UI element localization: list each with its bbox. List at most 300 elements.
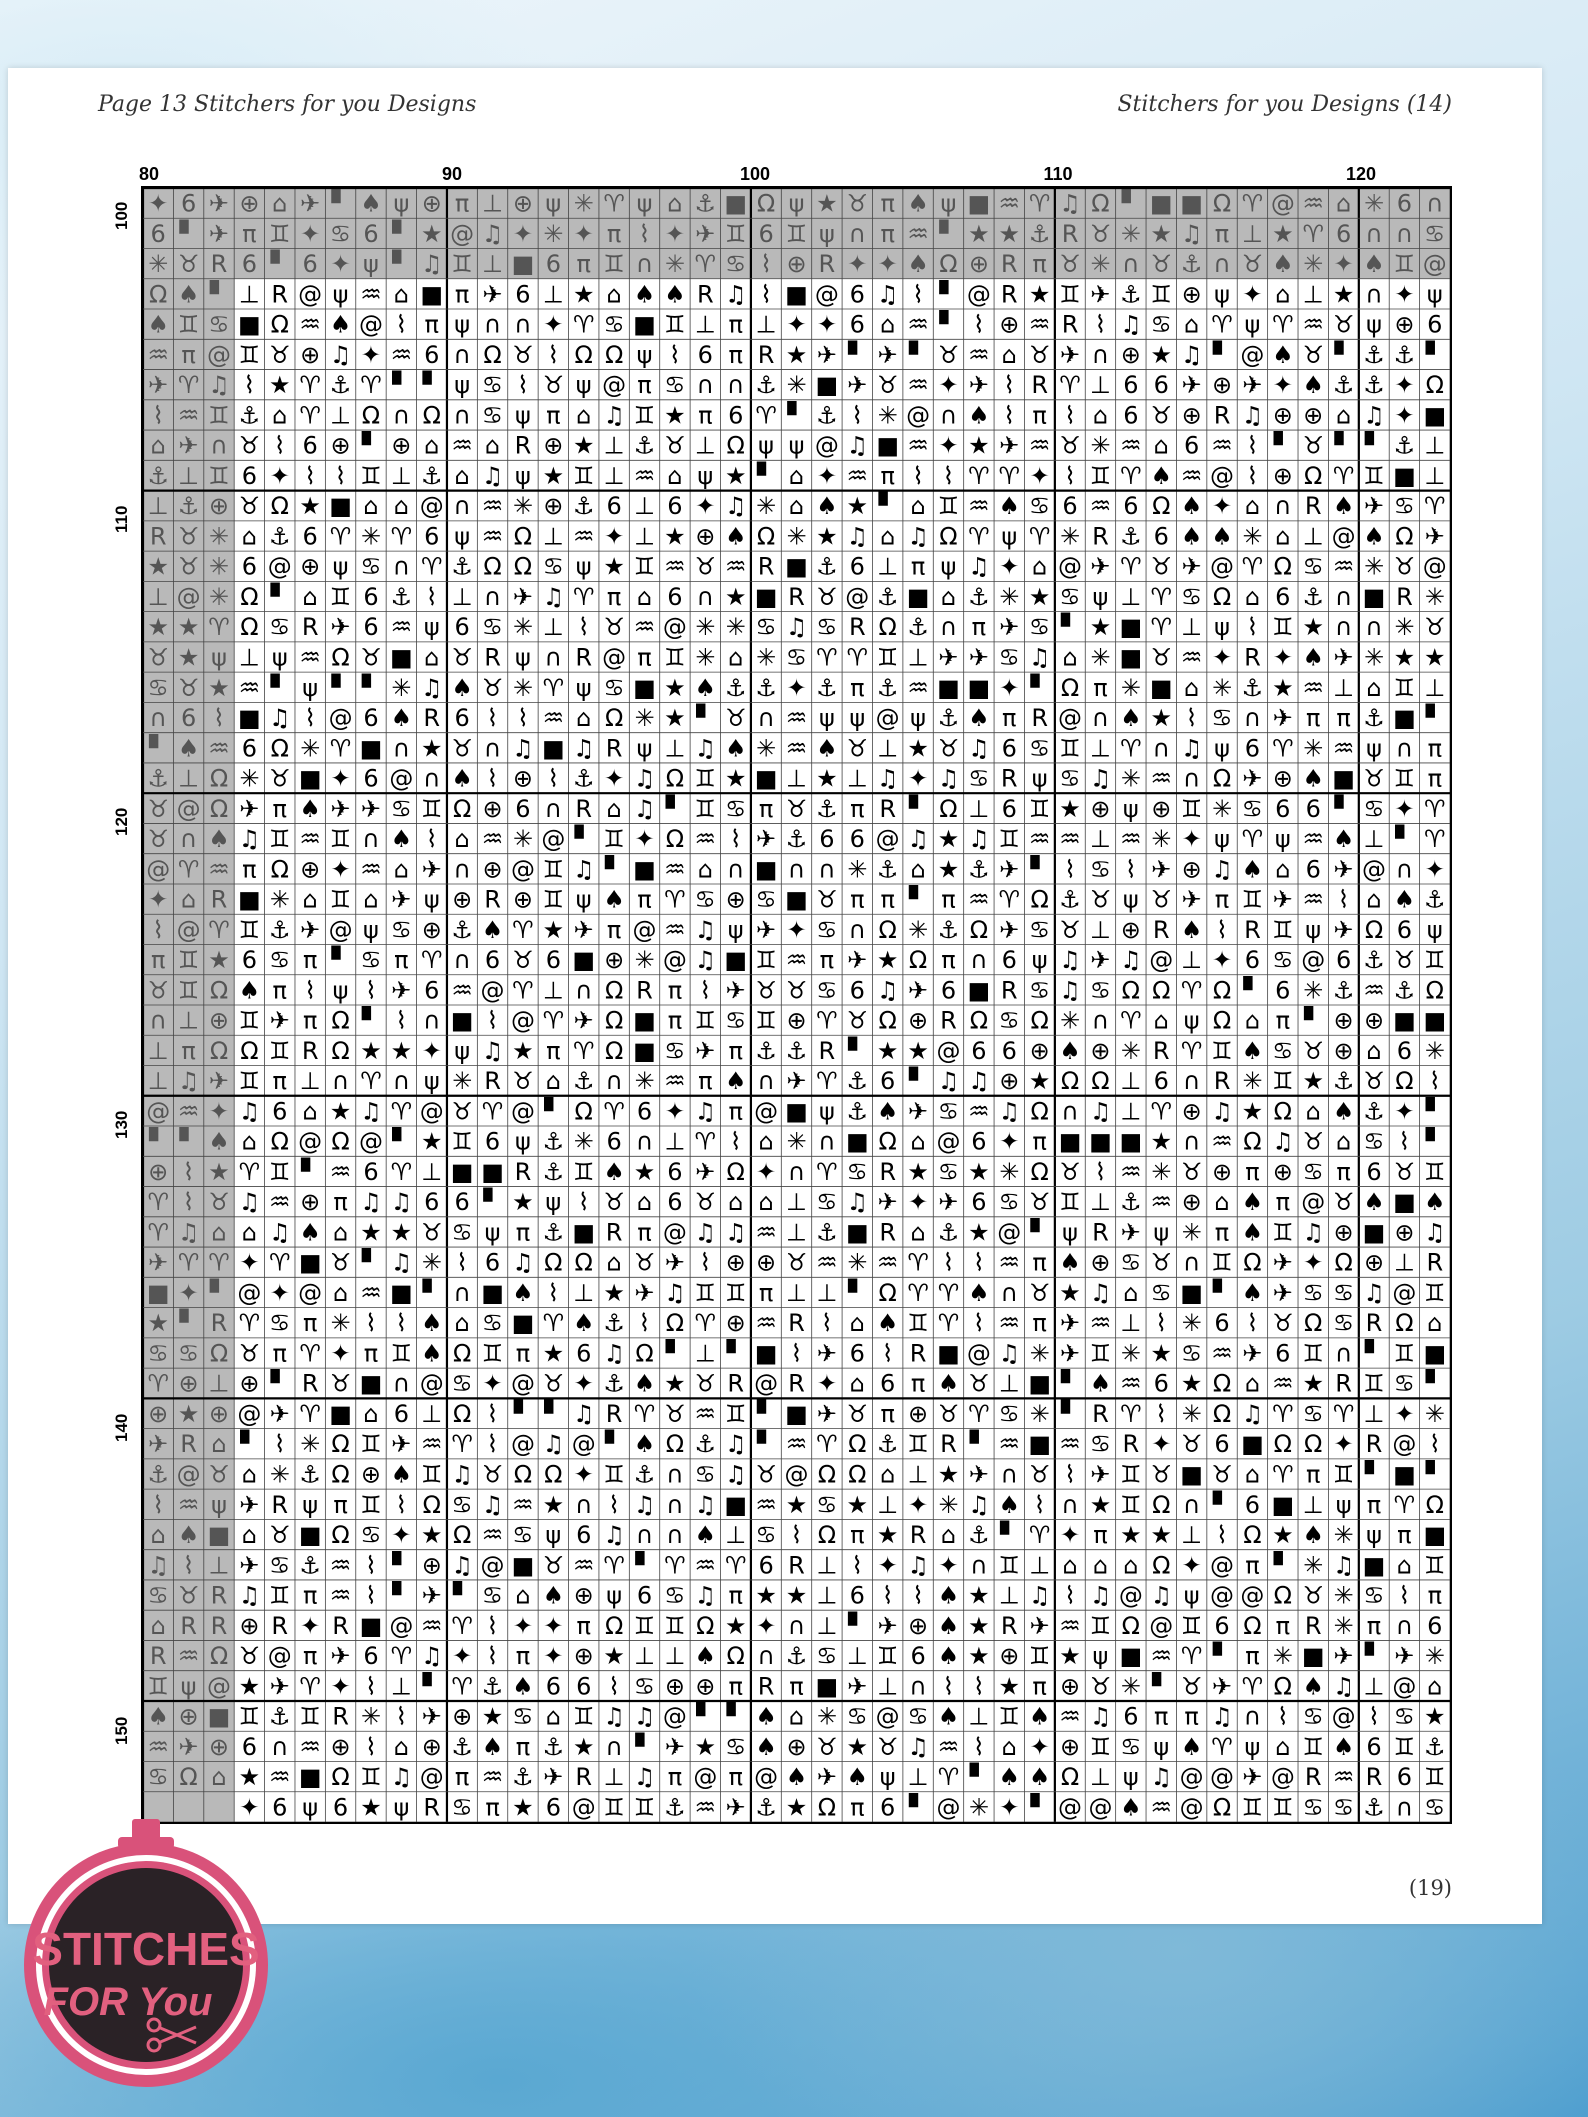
stitch-symbol: Ω — [1060, 1067, 1080, 1096]
stitch-symbol: ⚓ — [269, 1702, 291, 1731]
stitch-symbol: ♉ — [1424, 613, 1446, 642]
stitch-symbol: ♒ — [1028, 310, 1051, 339]
stitch-symbol: ✳ — [1151, 825, 1172, 854]
stitch-symbol: ♉ — [147, 976, 169, 1005]
stitch-symbol: ♒ — [724, 552, 747, 581]
stitch-symbol: ⌇ — [1033, 1490, 1046, 1519]
stitches-for-you-logo — [8, 1815, 284, 2091]
stitch-symbol: ♠ — [177, 734, 200, 763]
stitch-symbol: Ω — [1060, 673, 1080, 702]
stitch-symbol: ✈ — [239, 794, 260, 823]
stitch-symbol: ⌇ — [1064, 855, 1076, 884]
stitch-symbol: ⊥ — [299, 1067, 321, 1096]
row-number: 120 — [112, 807, 131, 836]
stitch-symbol: ✦ — [482, 1369, 503, 1398]
stitch-symbol: ♋ — [816, 1490, 838, 1519]
stitch-symbol: ♊ — [360, 461, 382, 490]
stitch-symbol: ♒ — [998, 1309, 1021, 1338]
stitch-symbol: Ω — [969, 915, 989, 944]
stitch-symbol: ✳ — [512, 825, 533, 854]
stitch-symbol: ♒ — [1059, 1611, 1081, 1640]
stitch-symbol: ♒ — [360, 855, 382, 884]
stitch-symbol: ⊥ — [147, 582, 169, 611]
stitch-symbol: ★ — [998, 219, 1021, 248]
stitch-symbol: ♫ — [208, 371, 230, 400]
stitch-symbol: ⊥ — [1090, 734, 1111, 763]
stitch-symbol: ⌂ — [272, 401, 288, 430]
stitch-symbol: ★ — [1028, 582, 1051, 611]
stitch-symbol: @ — [966, 280, 991, 309]
stitch-symbol: ∩ — [1365, 613, 1383, 642]
stitch-symbol: π — [454, 1763, 470, 1792]
stitch-symbol: ∩ — [666, 1490, 684, 1519]
stitch-symbol: ⊕ — [725, 1248, 746, 1277]
stitch-symbol: ♫ — [481, 1036, 504, 1065]
stitch-symbol: ♠ — [1363, 250, 1385, 279]
stitch-symbol: ♊ — [451, 1127, 473, 1156]
stitch-symbol: ♠ — [876, 1097, 899, 1126]
stitch-symbol: ♊ — [664, 310, 686, 339]
stitch-symbol: ✦ — [1211, 946, 1233, 975]
stitch-symbol: R — [909, 1339, 927, 1368]
stitch-symbol: ✈ — [877, 1611, 898, 1640]
stitch-symbol: π — [302, 946, 318, 975]
stitch-symbol: @ — [510, 855, 535, 884]
stitch-symbol: ♒ — [1211, 431, 1233, 460]
stitch-symbol: ψ — [1214, 613, 1230, 642]
stitch-symbol: ♒ — [177, 1642, 200, 1671]
stitch-symbol: ∩ — [544, 643, 563, 672]
stitch-symbol: ⊕ — [543, 492, 564, 521]
stitch-symbol: ⊥ — [451, 582, 473, 611]
stitch-symbol: ✦ — [816, 1369, 837, 1398]
stitch-symbol: ♋ — [816, 1188, 838, 1217]
stitch-symbol: R — [575, 794, 593, 823]
stitch-symbol: R — [514, 1157, 532, 1186]
stitch-symbol: ♫ — [694, 946, 717, 975]
stitch-symbol: ♒ — [329, 1157, 352, 1186]
stitch-symbol: ★ — [816, 764, 838, 793]
stitch-symbol: ♠ — [512, 1672, 534, 1701]
stitch-symbol: 6 — [424, 340, 440, 369]
stitch-symbol: ψ — [788, 189, 805, 218]
stitch-symbol: ⊕ — [786, 250, 807, 279]
stitch-symbol: ⊕ — [1181, 1188, 1202, 1217]
stitch-symbol: ▘ — [300, 1157, 320, 1186]
stitch-symbol: ♉ — [1180, 1430, 1203, 1459]
stitch-symbol: ⌇ — [152, 915, 165, 944]
stitch-symbol: ♒ — [785, 1430, 808, 1459]
stitch-symbol: ♉ — [177, 1581, 200, 1610]
stitch-symbol: ✳ — [1120, 1036, 1141, 1065]
stitch-symbol: ▘ — [1273, 1551, 1293, 1580]
stitch-symbol: ■ — [1180, 1278, 1203, 1307]
stitch-symbol: π — [850, 794, 865, 823]
stitch-symbol: ♊ — [147, 1672, 169, 1701]
stitch-symbol: ⌇ — [912, 461, 924, 490]
stitch-symbol: π — [1032, 1127, 1047, 1156]
stitch-symbol: ⊥ — [634, 492, 655, 521]
stitch-symbol: ♒ — [177, 1097, 200, 1126]
stitch-symbol: ♉ — [1363, 764, 1385, 793]
stitch-symbol: ♉ — [1302, 340, 1324, 369]
stitch-symbol: ⌇ — [1003, 401, 1016, 430]
stitch-symbol: ♉ — [876, 1732, 899, 1761]
stitch-symbol: ♒ — [1120, 1369, 1142, 1398]
stitch-symbol: R — [575, 1763, 593, 1792]
stitch-symbol: ♈ — [420, 552, 443, 581]
stitch-symbol: 6 — [484, 1127, 501, 1156]
stitch-symbol: ⌇ — [608, 1672, 620, 1701]
stitch-symbol: ★ — [420, 1127, 443, 1156]
stitch-symbol: ✦ — [573, 219, 594, 248]
stitch-symbol: ✦ — [543, 1642, 564, 1671]
stitch-symbol: ♋ — [1089, 976, 1112, 1005]
stitch-symbol: ♈ — [360, 1067, 382, 1096]
stitch-symbol: ✈ — [421, 1702, 442, 1731]
stitch-symbol: ♫ — [542, 1430, 565, 1459]
stitch-symbol: ♉ — [1393, 552, 1416, 581]
stitch-symbol: ♒ — [572, 1551, 595, 1580]
stitch-symbol: ∩ — [270, 1732, 289, 1761]
stitch-symbol: ★ — [724, 461, 747, 490]
stitch-symbol: Ω — [513, 522, 533, 551]
stitch-symbol: ♠ — [1120, 1793, 1142, 1822]
stitch-symbol: ▘ — [756, 461, 776, 490]
stitch-symbol: ✦ — [1303, 1248, 1324, 1277]
stitch-symbol: 6 — [180, 189, 197, 218]
stitch-symbol: ⚓ — [785, 1036, 808, 1065]
stitch-symbol: ⚓ — [937, 1218, 960, 1247]
stitch-symbol: ♋ — [1363, 794, 1385, 823]
stitch-symbol: ▘ — [148, 1127, 168, 1156]
stitch-symbol: 6 — [302, 522, 318, 551]
stitch-symbol: ✳ — [1303, 250, 1324, 279]
stitch-symbol: ∩ — [392, 401, 411, 430]
stitch-symbol: ♒ — [208, 734, 230, 763]
stitch-symbol: ⊥ — [1393, 1248, 1415, 1277]
stitch-symbol: 6 — [484, 946, 501, 975]
stitch-symbol: ♒ — [968, 1097, 990, 1126]
stitch-symbol: ⚓ — [907, 613, 929, 642]
stitch-symbol: ✦ — [1060, 1521, 1081, 1550]
stitch-symbol: ⊕ — [148, 1399, 169, 1428]
stitch-symbol: ♊ — [907, 1430, 929, 1459]
stitch-symbol: π — [637, 643, 652, 672]
stitch-symbol: R — [210, 1309, 228, 1338]
stitch-symbol: ∩ — [970, 946, 988, 975]
stitch-symbol: ♒ — [329, 1581, 352, 1610]
stitch-symbol: 6 — [332, 1793, 349, 1822]
stitch-symbol: ✳ — [1394, 613, 1415, 642]
stitch-symbol: ⚓ — [1363, 1793, 1385, 1822]
stitch-symbol: ★ — [542, 915, 565, 944]
stitch-symbol: ♈ — [1120, 1006, 1142, 1035]
stitch-symbol: ♠ — [299, 1218, 321, 1247]
stitch-symbol: ✳ — [816, 1702, 837, 1731]
stitch-symbol: ⊥ — [786, 764, 807, 793]
stitch-symbol: ♠ — [147, 1702, 169, 1731]
stitch-symbol: Ω — [1243, 1521, 1262, 1550]
stitch-symbol: ✳ — [847, 1248, 868, 1277]
stitch-symbol: ⌇ — [912, 280, 924, 309]
stitch-symbol: π — [424, 310, 439, 339]
stitch-symbol: ⌇ — [365, 1732, 377, 1761]
stitch-symbol: ♠ — [968, 1278, 990, 1307]
stitch-symbol: ♈ — [1180, 1642, 1203, 1671]
stitch-symbol: @ — [480, 976, 505, 1005]
stitch-symbol: ♫ — [390, 1188, 413, 1217]
stitch-symbol: ♒ — [998, 189, 1021, 218]
stitch-symbol: ⌂ — [1001, 1732, 1017, 1761]
stitch-symbol: ⊕ — [725, 885, 746, 914]
stitch-symbol: ⊥ — [1363, 1672, 1385, 1701]
stitch-symbol: ∩ — [453, 855, 471, 884]
stitch-symbol: ♒ — [937, 1732, 960, 1761]
stitch-symbol: ♫ — [846, 1188, 869, 1217]
stitch-symbol: ★ — [876, 1521, 899, 1550]
stitch-symbol: ♈ — [724, 1551, 747, 1580]
stitch-symbol: ♉ — [1059, 250, 1081, 279]
stitch-symbol: ★ — [420, 219, 443, 248]
stitch-symbol: ⌇ — [425, 582, 438, 611]
stitch-symbol: R — [605, 1218, 623, 1247]
stitch-symbol: ▘ — [878, 492, 897, 521]
stitch-symbol: @ — [267, 1642, 292, 1671]
stitch-symbol: ♊ — [876, 643, 899, 672]
stitch-symbol: ⌇ — [1246, 1309, 1259, 1338]
stitch-symbol: ▘ — [848, 1278, 867, 1307]
stitch-symbol: ♊ — [1272, 613, 1294, 642]
stitch-symbol: ♉ — [937, 1399, 960, 1428]
stitch-symbol: ♉ — [1150, 552, 1173, 581]
stitch-symbol: π — [576, 1611, 591, 1640]
stitch-symbol: ⚓ — [755, 371, 777, 400]
stitch-symbol: ♒ — [481, 825, 504, 854]
stitch-symbol: π — [181, 1036, 196, 1065]
stitch-symbol: ♋ — [1393, 1369, 1416, 1398]
stitch-symbol: @ — [875, 1702, 900, 1731]
stitch-symbol: R — [423, 704, 441, 733]
stitch-symbol: ψ — [1426, 915, 1443, 944]
stitch-symbol: Ω — [452, 794, 472, 823]
stitch-symbol: ▘ — [1364, 1339, 1384, 1368]
stitch-symbol: ♠ — [937, 1611, 960, 1640]
stitch-symbol: R — [1031, 704, 1049, 733]
stitch-symbol: ⊕ — [999, 1642, 1020, 1671]
stitch-symbol: ⊥ — [603, 461, 625, 490]
stitch-symbol: ♈ — [451, 1430, 473, 1459]
stitch-symbol: Ω — [422, 401, 441, 430]
stitch-symbol: ⌇ — [182, 1188, 195, 1217]
stitch-symbol: ∩ — [483, 734, 502, 763]
stitch-symbol: π — [1275, 1188, 1291, 1217]
stitch-symbol: ♉ — [1302, 431, 1324, 460]
stitch-symbol: Ω — [1212, 1369, 1232, 1398]
stitch-symbol: ▘ — [422, 1278, 441, 1307]
stitch-symbol: ✳ — [1151, 1157, 1172, 1186]
stitch-symbol: @ — [875, 825, 900, 854]
stitch-symbol: π — [1305, 1460, 1321, 1489]
stitch-symbol: ♫ — [1120, 946, 1142, 975]
stitch-symbol: π — [850, 885, 865, 914]
stitch-symbol: ✳ — [847, 855, 868, 884]
stitch-symbol: ★ — [937, 1460, 960, 1489]
stitch-symbol: ⊕ — [999, 1067, 1020, 1096]
stitch-symbol: π — [302, 1309, 318, 1338]
stitch-symbol: ⊕ — [543, 431, 564, 460]
stitch-symbol: ✳ — [756, 492, 777, 521]
stitch-symbol: ⌇ — [760, 250, 772, 279]
stitch-symbol: ♉ — [177, 673, 200, 702]
stitch-symbol: 6 — [940, 976, 957, 1005]
stitch-symbol: ■ — [572, 1218, 596, 1247]
stitch-symbol: ♠ — [329, 310, 352, 339]
stitch-symbol: ■ — [329, 1399, 352, 1428]
stitch-symbol: ✳ — [756, 643, 777, 672]
stitch-symbol: ⌇ — [1124, 855, 1137, 884]
stitch-symbol: ♠ — [724, 1067, 747, 1096]
stitch-symbol: ⊥ — [1363, 1399, 1385, 1428]
stitch-symbol: R — [879, 794, 897, 823]
stitch-symbol: ♋ — [269, 946, 291, 975]
stitch-symbol: π — [1032, 1672, 1047, 1701]
stitch-symbol: ★ — [481, 1702, 504, 1731]
stitch-symbol: ✈ — [999, 915, 1020, 944]
stitch-symbol: ⌂ — [576, 401, 592, 430]
stitch-symbol: ∩ — [392, 552, 411, 581]
stitch-symbol: ♫ — [1211, 855, 1233, 884]
stitch-symbol: π — [667, 1006, 683, 1035]
stitch-symbol: ⌇ — [1216, 1521, 1228, 1550]
stitch-symbol: ♒ — [1150, 764, 1173, 793]
stitch-symbol: 6 — [363, 764, 379, 793]
stitch-symbol: ♫ — [1089, 1581, 1112, 1610]
stitch-symbol: R — [1061, 219, 1079, 248]
stitch-symbol: Ω — [1212, 1399, 1232, 1428]
stitch-symbol: R — [879, 1157, 897, 1186]
stitch-symbol: ■ — [359, 734, 383, 763]
stitch-symbol: ⌂ — [758, 1127, 774, 1156]
stitch-symbol: @ — [419, 1097, 444, 1126]
stitch-symbol: ♒ — [481, 1763, 504, 1792]
stitch-symbol: ▘ — [1425, 1127, 1445, 1156]
stitch-symbol: ♊ — [390, 1339, 413, 1368]
stitch-symbol: ♈ — [512, 976, 534, 1005]
stitch-symbol: ⊥ — [877, 734, 899, 763]
stitch-symbol: ∩ — [1243, 704, 1262, 733]
stitch-symbol: ♫ — [1059, 976, 1081, 1005]
stitch-symbol: ⌂ — [1275, 280, 1291, 309]
stitch-symbol: ♋ — [269, 613, 291, 642]
stitch-symbol: ■ — [633, 1006, 656, 1035]
stitch-symbol: @ — [1422, 250, 1447, 279]
stitch-symbol: ▘ — [1243, 976, 1262, 1005]
stitch-symbol: @ — [419, 492, 444, 521]
stitch-symbol: ⊕ — [239, 1611, 260, 1640]
stitch-symbol: ψ — [302, 673, 319, 702]
stitch-symbol: ⌇ — [1428, 1430, 1441, 1459]
stitch-symbol: 6 — [1396, 1763, 1413, 1792]
stitch-symbol: ♒ — [420, 1611, 443, 1640]
stitch-symbol: ✈ — [512, 582, 533, 611]
stitch-symbol: ⌇ — [1064, 1581, 1076, 1610]
stitch-symbol: ✳ — [1363, 643, 1385, 672]
stitch-symbol: ▘ — [635, 1732, 654, 1761]
stitch-symbol: ♠ — [664, 280, 686, 309]
stitch-symbol: ♉ — [1089, 219, 1112, 248]
stitch-symbol: ♒ — [177, 401, 200, 430]
stitch-symbol: ∩ — [179, 825, 198, 854]
stitch-symbol: ⌂ — [1092, 1551, 1109, 1580]
stitch-symbol: ⊥ — [1181, 1521, 1203, 1550]
stitch-symbol: ♉ — [1089, 885, 1112, 914]
stitch-symbol: ★ — [968, 1642, 990, 1671]
stitch-symbol: ⊕ — [1333, 1006, 1354, 1035]
stitch-symbol: ♫ — [1180, 734, 1203, 763]
stitch-symbol: ⌂ — [454, 461, 470, 490]
stitch-symbol: ⌂ — [910, 855, 926, 884]
stitch-symbol: ♉ — [481, 1460, 504, 1489]
stitch-symbol: π — [302, 1006, 318, 1035]
stitch-symbol: ♠ — [208, 825, 230, 854]
stitch-symbol: ♊ — [633, 552, 656, 581]
stitch-symbol: ♋ — [1120, 1732, 1142, 1761]
stitch-symbol: ⊕ — [512, 189, 533, 218]
stitch-symbol: ■ — [845, 1127, 869, 1156]
stitch-symbol: @ — [146, 855, 171, 884]
stitch-symbol: ∩ — [483, 310, 502, 339]
stitch-symbol: ⌇ — [395, 310, 408, 339]
stitch-symbol: ♠ — [1059, 1248, 1081, 1277]
row-number: 150 — [112, 1716, 131, 1745]
stitch-symbol: ψ — [1335, 1490, 1352, 1519]
stitch-symbol: ♒ — [1211, 1127, 1233, 1156]
stitch-symbol: ⌇ — [699, 1248, 712, 1277]
stitch-symbol: ⚓ — [876, 673, 899, 702]
stitch-symbol: ✳ — [1333, 1521, 1354, 1550]
stitch-symbol: π — [880, 219, 895, 248]
stitch-symbol: ⌂ — [424, 643, 440, 672]
page-number: (19) — [1408, 1876, 1452, 1900]
stitch-symbol: ψ — [1214, 734, 1230, 763]
stitch-symbol: ■ — [207, 1521, 231, 1550]
stitch-symbol: ▘ — [1212, 1642, 1232, 1671]
stitch-symbol: ♋ — [1332, 1793, 1355, 1822]
stitch-symbol: ♊ — [1393, 764, 1416, 793]
stitch-symbol: ♋ — [1302, 1157, 1324, 1186]
stitch-symbol: ∩ — [605, 1732, 623, 1761]
stitch-symbol: ⊥ — [725, 1521, 747, 1550]
stitch-symbol: R — [788, 1309, 805, 1338]
stitch-symbol: ♠ — [603, 1157, 625, 1186]
stitch-symbol: ♊ — [1028, 794, 1051, 823]
stitch-symbol: ♊ — [633, 1611, 656, 1640]
stitch-symbol: ♈ — [360, 371, 382, 400]
stitch-symbol: ⌂ — [1244, 492, 1261, 521]
stitch-symbol: Ω — [665, 1430, 685, 1459]
stitch-symbol: Ω — [1091, 1067, 1110, 1096]
stitch-symbol: ▘ — [1030, 1793, 1049, 1822]
stitch-symbol: π — [515, 1642, 531, 1671]
stitch-symbol: π — [1002, 704, 1017, 733]
stitch-symbol: ■ — [1362, 1551, 1386, 1580]
stitch-symbol: ∩ — [392, 1369, 411, 1398]
stitch-symbol: ♊ — [572, 1702, 595, 1731]
stitch-symbol: ▘ — [361, 1006, 381, 1035]
stitch-symbol: ▘ — [1212, 1490, 1232, 1519]
stitch-symbol: ψ — [515, 1127, 531, 1156]
